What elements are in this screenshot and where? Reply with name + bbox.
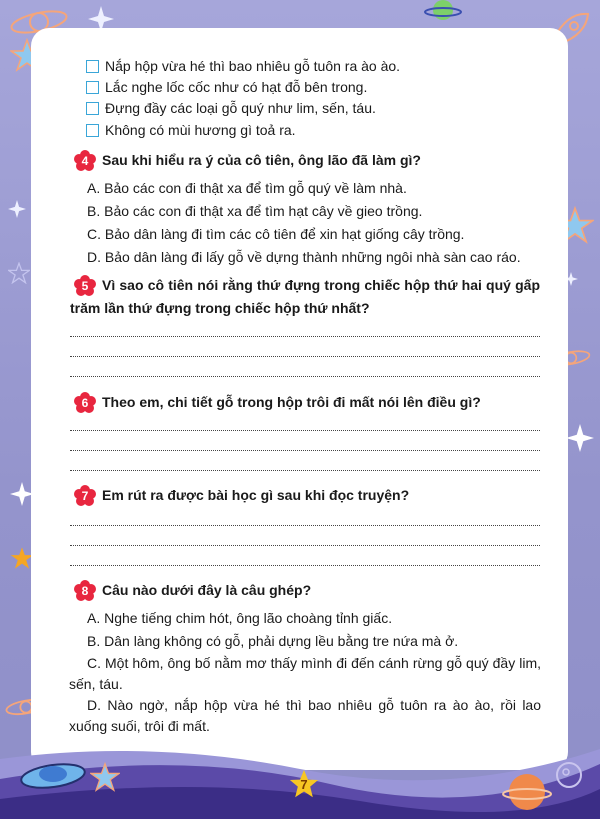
question-number-badge: 4 [74, 150, 96, 172]
question-text-continued: trăm lần thứ đựng trong chiếc hộp thứ nhất? [70, 300, 370, 316]
q8-option-a[interactable]: A. Nghe tiếng chim hót, ông lão choàng tỉnh giấc. [87, 610, 393, 626]
question-8 [74, 580, 311, 602]
question-5 [74, 275, 540, 297]
question-number-badge: 6 [74, 392, 96, 414]
checkbox[interactable] [86, 81, 99, 94]
question-6 [74, 392, 481, 414]
question-number-badge: 5 [74, 275, 96, 297]
question-text: Câu nào dưới đây là câu ghép? [102, 582, 312, 598]
q4-option-a[interactable]: A. Bảo các con đi thật xa để tìm gỗ quý về làm nhà. [87, 180, 407, 196]
q8-option-c[interactable]: C. Một hôm, ông bố nằm mơ thấy mình đi đến cánh rừng gỗ quý đầy lim, sến, táu. [69, 655, 541, 692]
q4-option-b[interactable]: B. Bảo các con đi thật xa để tìm hạt cây về gieo trồng. [87, 203, 423, 219]
question-text: Theo em, chi tiết gỗ trong hộp trôi đi mất nói lên điều gì? [102, 394, 481, 410]
q3-option-2[interactable]: Lắc nghe lốc cốc như có hạt đỗ bên trong. [86, 77, 367, 97]
answer-line[interactable] [70, 430, 540, 431]
checkbox[interactable] [86, 60, 99, 73]
question-text: Em rút ra được bài học gì sau khi đọc truyện? [102, 487, 410, 503]
answer-line[interactable] [70, 356, 540, 357]
question-text: Sau khi hiểu ra ý của cô tiên, ông lão đã làm gì? [102, 152, 421, 168]
checkbox[interactable] [86, 102, 99, 115]
question-4 [74, 150, 421, 172]
q8-option-d[interactable]: D. Nào ngờ, nắp hộp vừa hé thì bao nhiêu gỗ tuôn ra ào ào, rồi lao xuống suối, trôi đi mất. [69, 697, 541, 734]
checkbox[interactable] [86, 124, 99, 137]
answer-line[interactable] [70, 545, 540, 546]
answer-line[interactable] [70, 376, 540, 377]
q3-option-4[interactable]: Không có mùi hương gì toả ra. [86, 120, 296, 140]
answer-line[interactable] [70, 336, 540, 337]
question-number-badge: 7 [74, 485, 96, 507]
question-number-badge: 8 [74, 580, 96, 602]
question-text: Vì sao cô tiên nói rằng thứ đựng trong chiếc hộp thứ hai quý gấp [102, 277, 540, 293]
answer-line[interactable] [70, 470, 540, 471]
answer-line[interactable] [70, 525, 540, 526]
answer-line[interactable] [70, 450, 540, 451]
q4-option-d[interactable]: D. Bảo dân làng đi lấy gỗ về dựng thành những ngôi nhà sàn cao ráo. [87, 249, 521, 265]
page-number: 7 [289, 769, 319, 799]
q3-option-3[interactable]: Đựng đầy các loại gỗ quý như lim, sến, táu. [86, 98, 376, 118]
q8-option-b[interactable]: B. Dân làng không có gỗ, phải dựng lều bằng tre nứa mà ở. [87, 633, 459, 649]
question-7 [74, 485, 409, 507]
q3-option-1[interactable]: Nắp hộp vừa hé thì bao nhiêu gỗ tuôn ra ào ào. [86, 56, 400, 76]
q4-option-c[interactable]: C. Bảo dân làng đi tìm các cô tiên để xin hạt giống cây trồng. [87, 226, 465, 242]
answer-line[interactable] [70, 565, 540, 566]
